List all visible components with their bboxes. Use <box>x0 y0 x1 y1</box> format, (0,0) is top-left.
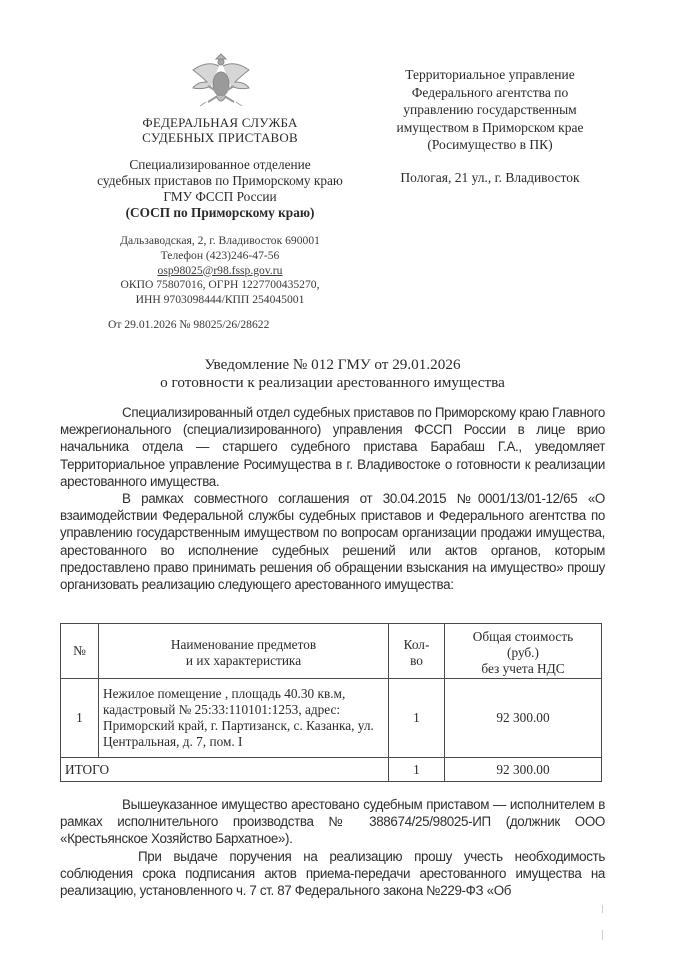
header-cost-line3: без учета НДС <box>481 660 565 676</box>
agency-name <box>90 115 350 145</box>
header-qty-line1: Кол- <box>403 636 430 652</box>
sender-contacts <box>90 234 350 308</box>
table-row <box>61 679 602 758</box>
paragraph-deadline: При выдаче поручения на реализацию прошу учесть необходимость соблюдения срока подписания актов приема-передачи арестованного имущества на реализацию, установленного ч. 7 ст. 87 Федерального закона №229-ФЗ «Об <box>60 849 605 899</box>
sender-okpo-ogrn: ОКПО 75807016, ОГРН 1227700435270, <box>120 278 320 292</box>
table-total-row <box>61 758 602 782</box>
title-line2: о готовности к реализации арестованного имущества <box>160 374 505 391</box>
paragraph-notification: Специализированный отдел судебных приставов по Приморскому краю Главного межрегионального (специализированного) управления ФССП России в лице врио начальника отдела — старшего судебного пристава Барабаш Г.А., уведомляет Территориальное управление Росимущества в г. Владивостоке о готовности к реализации арестованного имущества. <box>60 405 605 489</box>
header-cost <box>445 624 602 679</box>
table-header-row <box>61 624 602 679</box>
recipient-line4: имуществом в Приморском крае <box>396 119 584 135</box>
dept-line4: (СОСП по Приморскому краю) <box>125 205 315 220</box>
recipient-line5: (Росимущество в ПК) <box>427 137 553 152</box>
sender-email-link[interactable]: osp98025@r98.fssp.gov.ru <box>157 263 283 277</box>
scan-artifact <box>602 930 603 940</box>
sender-phone: Телефон (423)246-47-56 <box>160 248 280 262</box>
scan-artifact <box>602 905 603 913</box>
recipient-line3: управлению государственным <box>403 102 577 117</box>
dept-line1: Специализированное отделение <box>129 157 311 172</box>
recipient-address: Пологая, 21 ул., г. Владивосток <box>400 170 580 185</box>
sender-address: Дальзаводская, 2, г. Владивосток 690001 <box>120 234 320 247</box>
outgoing-number: От 29.01.2026 № 98025/26/28622 <box>108 318 270 331</box>
fssp-emblem-icon <box>186 50 256 116</box>
dept-line2: судебных приставов по Приморскому краю <box>97 173 343 188</box>
paragraph-arrest: Вышеуказанное имущество арестовано судебным приставом — исполнителем в рамках исполнительного производства № 388674/25/98025-ИП (должник ООО «Крестьянское Хозяйство Бархатное»). <box>60 797 605 847</box>
header-qty-line2: во <box>410 652 423 668</box>
sender-inn-kpp: ИНН 9703098444/КПП 254045001 <box>135 293 305 307</box>
dept-line3: ГМУ ФССП России <box>163 189 277 204</box>
recipient-line1: Территориальное управление <box>405 67 575 82</box>
agency-line1: ФЕДЕРАЛЬНАЯ СЛУЖБА <box>142 115 298 130</box>
header-quantity <box>389 624 445 679</box>
row-name: Нежилое помещение , площадь 40.30 кв.м, кадастровый № 25:33:110101:1253, адрес: Приморский край, г. Партизанск, с. Казанка, ул. Центральная, д. 7, пом. I <box>99 679 389 758</box>
row-cost: 92 300.00 <box>445 679 602 758</box>
total-cost: 92 300.00 <box>445 758 602 782</box>
recipient-block <box>372 66 608 154</box>
total-label: ИТОГО <box>61 758 389 782</box>
agency-line2: СУДЕБНЫХ ПРИСТАВОВ <box>142 130 298 145</box>
recipient-line2: Федерального агентства по <box>411 84 569 100</box>
document-title <box>60 356 605 392</box>
title-line1: Уведомление № 012 ГМУ от 29.01.2026 <box>204 356 461 373</box>
row-quantity: 1 <box>389 679 445 758</box>
header-cost-line2: (руб.) <box>507 644 539 660</box>
property-table <box>60 623 602 782</box>
paragraph-agreement: В рамках совместного соглашения от 30.04.2015 №0001/13/01-12/65 «О взаимодействии Федеральной службы судебных приставов и Федерального агентства по управлению государственным имуществом по вопросам организации продажи имущества, арестованного во исполнение судебных решений или актов органов, которым предоставлено право принимать решения об обращении взыскания на имущество» прошу организовать реализацию следующего арестованного имущества: <box>60 491 605 593</box>
department-name <box>90 157 350 221</box>
header-name-line1: Наименование предметов <box>170 636 317 652</box>
header-name-line2: и их характеристика <box>185 652 302 668</box>
header-cost-line1: Общая стоимость <box>472 628 574 644</box>
header-name <box>99 624 389 679</box>
row-number: 1 <box>61 679 99 758</box>
header-number: № <box>61 624 99 679</box>
total-quantity: 1 <box>389 758 445 782</box>
